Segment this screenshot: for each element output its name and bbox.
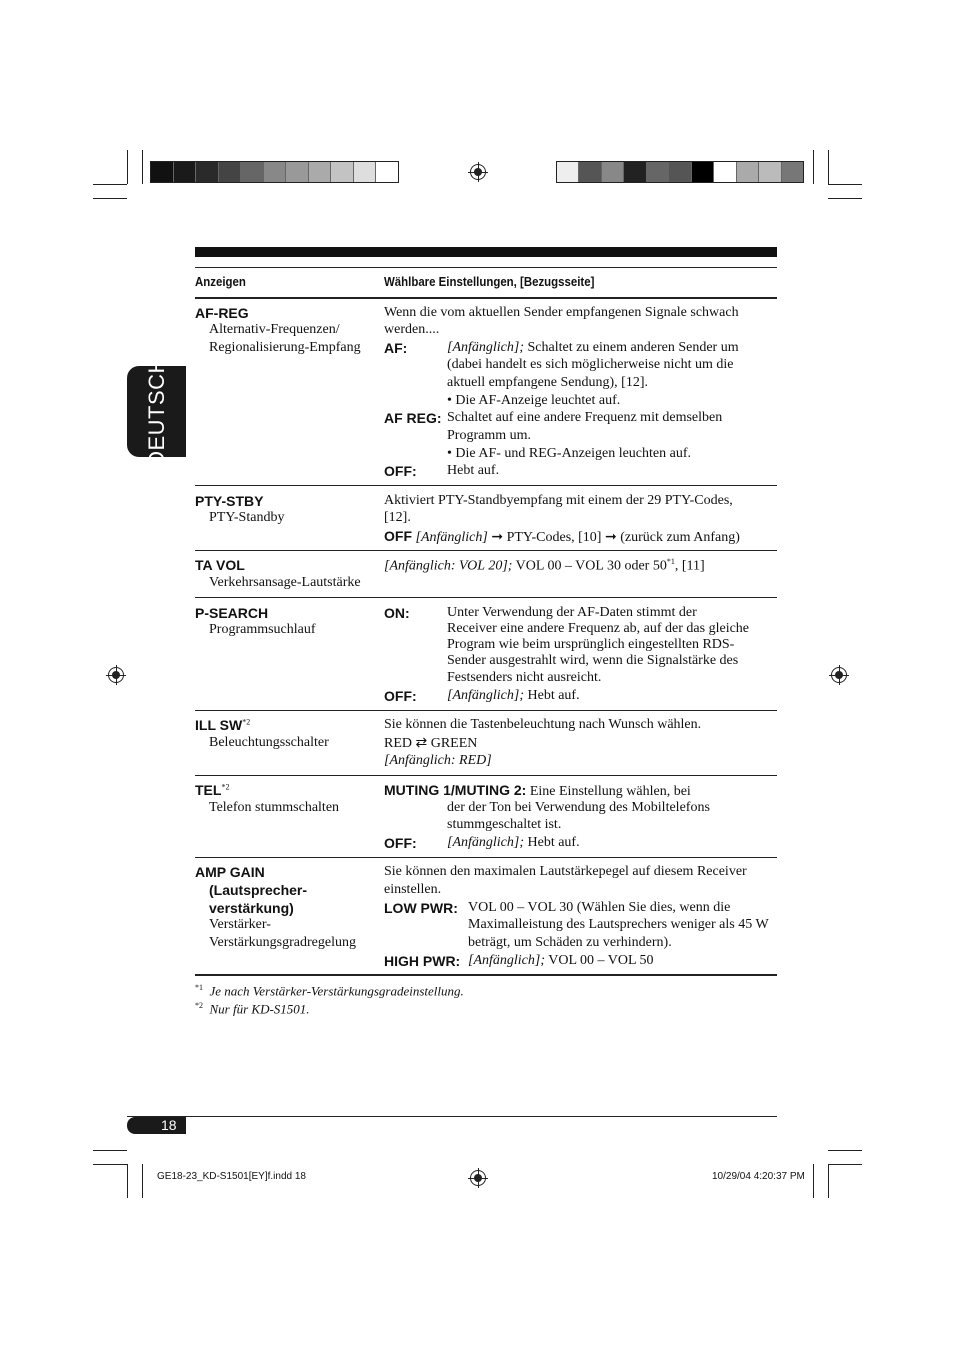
option-text: Schaltet auf eine andere Frequenz mit demselben [447,410,723,425]
option-text: [Anfänglich]; Hebt auf. [447,835,580,850]
footnote-1: $^{*1}$ Je nach Verstärker-Verstärkungsgradeinstellung. [195,983,464,999]
divider [195,550,777,551]
setting-name: ILL SW$^{*2}$ [195,717,251,733]
print-file-name: GE18-23_KD-S1501[EY]f.indd 18 [157,1171,306,1182]
registration-mark-icon [831,667,847,683]
language-tab [127,356,186,467]
setting-name: verstärkung) [209,900,294,916]
option-text: VOL 00 – VOL 30 (Wählen Sie dies, wenn die [468,900,731,915]
divider [195,267,777,268]
setting-name: PTY-STBY [195,493,264,509]
setting-name: AF-REG [195,305,249,321]
option-note: • Die AF- und REG-Anzeigen leuchten auf. [447,446,692,461]
option-text: (dabei handelt es sich möglicherweise nicht um die [447,357,734,372]
color-bar-left [150,161,399,183]
registration-mark-icon [470,164,486,180]
option-text: [Anfänglich]; Schaltet zu einem anderen Sender um [447,340,739,355]
setting-name: AMP GAIN [195,864,265,880]
arrow-right-icon: ➞ [604,530,617,545]
option-text: [Anfänglich]; Hebt auf. [447,688,580,703]
setting-text: einstellen. [384,882,442,897]
setting-text: Wenn die vom aktuellen Sender empfangenen Signale schwach [384,305,739,320]
option-label: ON: [384,605,410,621]
setting-name: TEL$^{*2}$ [195,782,230,798]
table-top-bar [195,247,777,257]
setting-description: Programmsuchlauf [209,622,316,637]
setting-text: Sie können die Tastenbeleuchtung nach Wunsch wählen. [384,717,702,732]
setting-text: Aktiviert PTY-Standbyempfang mit einem der 29 PTY-Codes, [384,493,733,508]
setting-text: [Anfänglich: VOL 20]; VOL 00 – VOL 30 oder 50$^{*1}$, [11] [384,557,705,574]
setting-sequence: RED ⇄ GREEN [384,736,478,751]
setting-sequence: OFF [Anfänglich] ➞ PTY-Codes, [10] ➞ (zurück zum Anfang) [384,528,740,545]
setting-description: Verkehrsansage-Lautstärke [209,575,361,590]
option-text: Programm um. [447,428,531,443]
option-label: OFF: [384,835,417,851]
page-number-badge [127,1117,186,1134]
setting-name: (Lautsprecher- [209,882,308,898]
setting-text: Sie können den maximalen Lautstärkepegel auf diesem Receiver [384,864,747,879]
divider [195,974,777,976]
setting-description: Alternativ-Frequenzen/ [209,322,340,337]
divider [195,297,777,299]
header-einstellungen: Wählbare Einstellungen, [Bezugsseite] [384,274,595,289]
header-anzeigen: Anzeigen [195,274,246,289]
setting-description: PTY-Standby [209,510,285,525]
divider [195,857,777,858]
setting-text: werden.... [384,322,440,337]
option-text: Hebt auf. [447,463,500,478]
option-label: AF REG: [384,410,442,426]
setting-name: TA VOL [195,557,245,573]
setting-description: Beleuchtungsschalter [209,735,329,750]
option-text: stummgeschaltet ist. [447,817,562,832]
option-text: Unter Verwendung der AF-Daten stimmt der [447,605,697,620]
option-text: der der Ton bei Verwendung des Mobiltelefons [447,800,710,815]
divider [195,597,777,598]
option-label: HIGH PWR: [384,953,461,969]
registration-mark-icon [108,667,124,683]
print-date: 10/29/04 4:20:37 PM [712,1171,805,1182]
footnote-2: $^{*2}$ Nur für KD-S1501. [195,1001,310,1017]
divider [127,1116,777,1117]
setting-text: [12]. [384,510,411,525]
option-text: [Anfänglich]; VOL 00 – VOL 50 [468,953,654,968]
option-label: AF: [384,340,408,356]
option-label: OFF: [384,463,417,479]
option-label: OFF: [384,688,417,704]
divider [195,485,777,486]
registration-mark-icon [470,1170,486,1186]
setting-description: Verstärkungsgradregelung [209,935,356,950]
color-bar-right [556,161,804,183]
option-text: Maximalleistung des Lautsprechers weniger als 45 W [468,917,769,932]
setting-name: P-SEARCH [195,605,269,621]
option-text: Festsenders nicht ausreicht. [447,670,602,685]
option-text: aktuell empfangene Sendung), [12]. [447,375,648,390]
option-note: • Die AF-Anzeige leuchtet auf. [447,393,621,408]
setting-initial: [Anfänglich: RED] [384,753,492,768]
option-text: Receiver eine andere Frequenz ab, auf der das gleiche [447,621,750,636]
setting-description: Verstärker- [209,917,271,932]
divider [195,775,777,776]
page-number: 18 [161,1117,177,1133]
setting-description: Regionalisierung-Empfang [209,340,361,355]
toggle-arrows-icon: ⇄ [415,736,428,751]
option-label: LOW PWR: [384,900,458,916]
setting-description: Telefon stummschalten [209,800,340,815]
arrow-right-icon: ➞ [491,530,504,545]
option-text: MUTING 1/MUTING 2: Eine Einstellung wählen, bei [384,782,691,799]
language-tab-label: DEUTSCH [143,356,169,467]
option-text: Sender ausgestrahlt wird, wenn die Signalstärke des [447,653,739,668]
option-text: Program wie beim ursprünglich eingestellten RDS- [447,637,735,652]
option-text: beträgt, um Schäden zu verhindern). [468,935,672,950]
divider [195,710,777,711]
